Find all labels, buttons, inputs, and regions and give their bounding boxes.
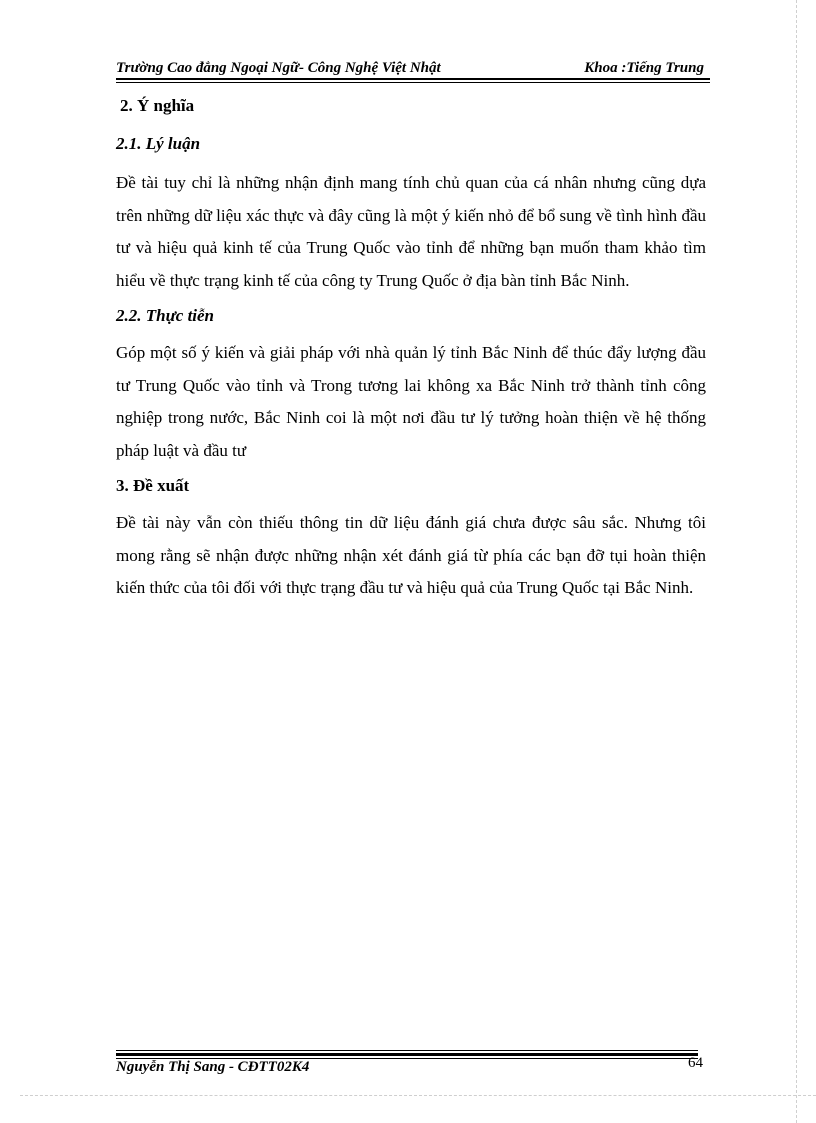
header-rule-thin — [116, 82, 710, 83]
section-2-2-body: Góp một số ý kiến và giải pháp với nhà quản lý tỉnh Bắc Ninh để thúc đẩy lượng đầu tư Trung Quốc vào tỉnh và Trong tương lai không xa Bắc Ninh trở thành tỉnh công nghiệp trong nước, Bắc Ninh coi là một nơi đầu tư lý tưởng hoàn thiện về hệ thống pháp luật và đầu tư — [116, 343, 706, 460]
footer-rule-top — [116, 1050, 698, 1051]
section-3-body: Đề tài này vẫn còn thiếu thông tin dữ liệu đánh giá chưa được sâu sắc. Nhưng tôi mong rằng sẽ nhận được những nhận xét đánh giá từ phía các bạn đỡ tụi hoàn thiện kiến thức của tôi đối với thực trạng đầu tư và hiệu quả của Trung Quốc tại Bắc Ninh. — [116, 513, 706, 597]
header-faculty: Khoa :Tiếng Trung — [584, 60, 704, 76]
page-boundary-bottom — [20, 1095, 816, 1096]
section-3-title: 3. Đề xuất — [116, 476, 190, 495]
header-rule — [116, 78, 710, 80]
section-2-title: 2. Ý nghĩa — [120, 96, 195, 115]
page-content — [116, 93, 706, 605]
page-header — [116, 58, 708, 78]
section-2-1-title: 2.1. Lý luận — [116, 134, 201, 153]
section-2-1-body: Đề tài tuy chỉ là những nhận định mang tính chủ quan của cá nhân nhưng cũng dựa trên những dữ liệu xác thực và đây cũng là một ý kiến nhỏ để bổ sung về tình hình đầu tư và hiệu quả kinh tế của Trung Quốc vào tỉnh để những bạn muốn tham khảo tìm hiểu về thực trạng kinh tế của công ty Trung Quốc ở địa bàn tỉnh Bắc Ninh. — [116, 173, 706, 290]
footer-author: Nguyễn Thị Sang - CĐTT02K4 — [116, 1059, 310, 1075]
section-2-2-title: 2.2. Thực tiễn — [116, 306, 215, 325]
page-number: 64 — [688, 1055, 703, 1071]
header-school: Trường Cao đẳng Ngoại Ngữ- Công Nghệ Việt Nhật — [116, 60, 441, 76]
page-boundary-right — [796, 0, 797, 1123]
footer-rule-thick — [116, 1053, 698, 1056]
